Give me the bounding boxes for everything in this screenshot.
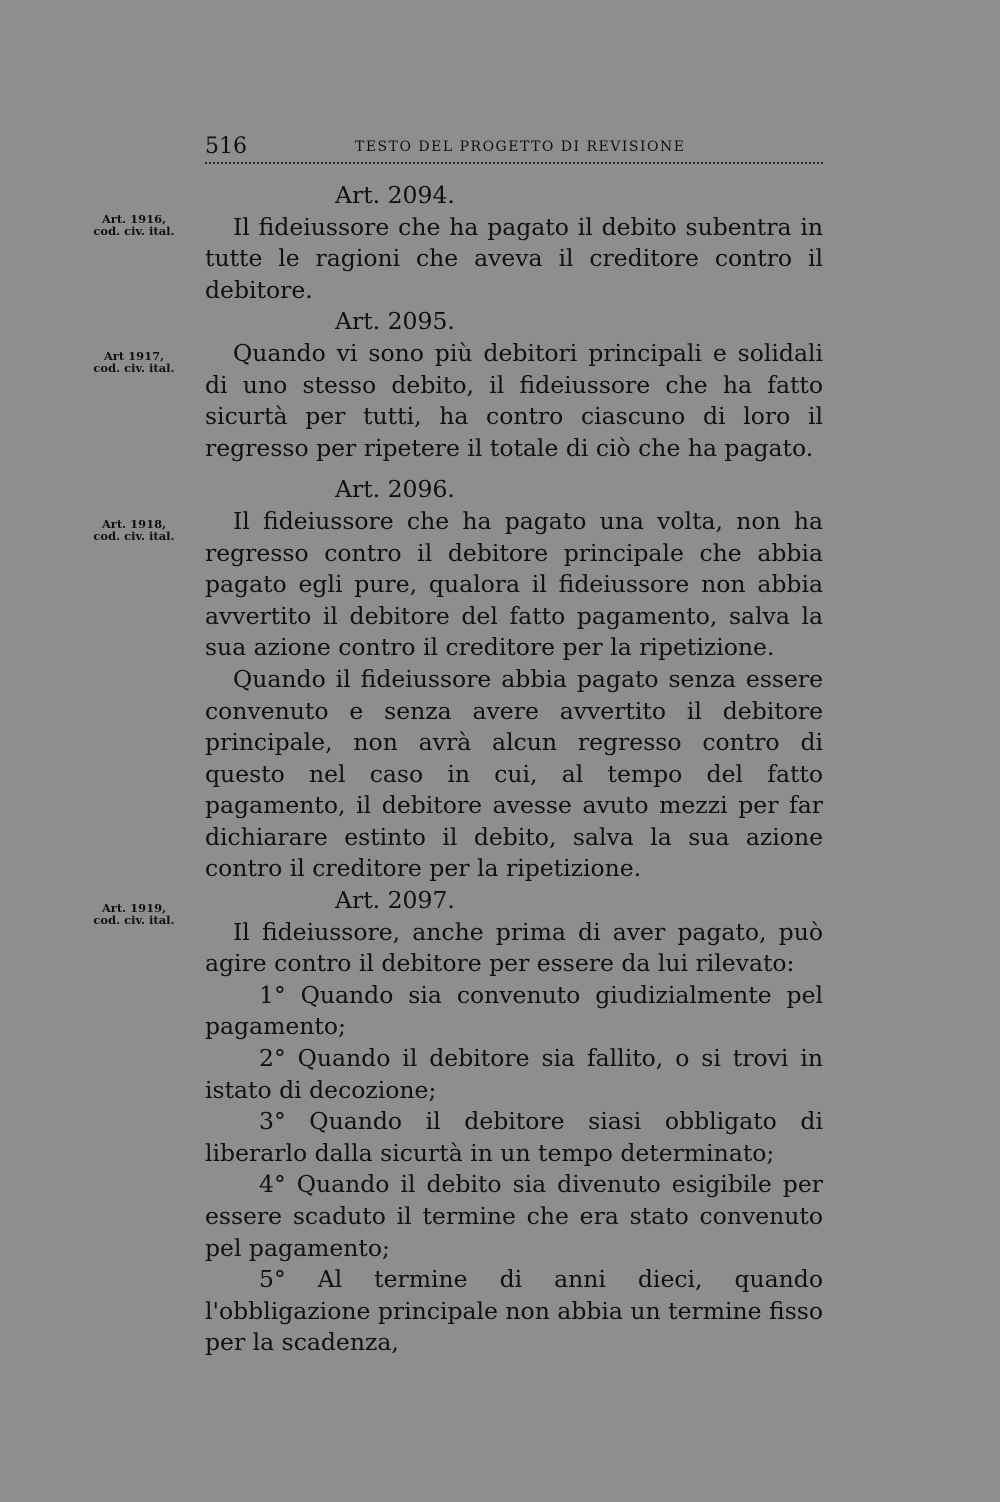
list-item: 5° Al termine di anni dieci, quando l'obbligazione principale non abbia un termine fisso per la scadenza,: [205, 1265, 823, 1357]
margin-note: [84, 902, 184, 926]
margin-note: [84, 518, 184, 542]
margin-note: [84, 213, 184, 237]
margin-note-article: Art 1917,: [103, 349, 165, 363]
margin-note: [84, 350, 184, 374]
list-item: 4° Quando il debito sia divenuto esigibile per essere scaduto il termine che era stato convenuto pel pagamento;: [205, 1170, 823, 1262]
list-item: 1° Quando sia convenuto giudizialmente pel pagamento;: [205, 980, 823, 1041]
article-paragraph: Il fideiussore che ha pagato una volta, non ha regresso contro il debitore principale che abbia pagato egli pure, qualora il fideiussore non abbia avvertito il debitore del fatto pagamento, salva la sua azione contro il creditore per la ripetizione.: [205, 506, 823, 662]
body-text: [205, 180, 823, 1359]
page-header: [205, 132, 823, 166]
margin-note-code: cod. civ. ital.: [93, 224, 175, 238]
margin-note-code: cod. civ. ital.: [93, 529, 175, 543]
article-heading: Art. 2096.: [335, 475, 455, 504]
article-paragraph: Il fideiussore che ha pagato il debito subentra in tutte le ragioni che aveva il creditore contro il debitore.: [205, 212, 823, 304]
article-paragraph: Il fideiussore, anche prima di aver pagato, può agire contro il debitore per essere da lui rilevato:: [205, 917, 823, 978]
article-heading: Art. 2095.: [335, 307, 455, 336]
margin-note-article: Art. 1919,: [101, 901, 167, 915]
header-rule: [205, 162, 823, 164]
margin-note-article: Art. 1918,: [101, 517, 167, 531]
running-title: TESTO DEL PROGETTO DI REVISIONE: [355, 139, 686, 155]
page-number: 516: [205, 134, 247, 159]
article-paragraph: Quando il fideiussore abbia pagato senza essere convenuto e senza avere avvertito il debitore principale, non avrà alcun regresso contro di questo nel caso in cui, al tempo del fatto pagamento, il debitore avesse avuto mezzi per far dichiarare estinto il debito, salva la sua azione contro il creditore per la ripetizione.: [205, 664, 823, 883]
article-heading: Art. 2097.: [335, 886, 455, 915]
margin-note-article: Art. 1916,: [101, 212, 167, 226]
article-heading: Art. 2094.: [335, 181, 455, 209]
margin-note-code: cod. civ. ital.: [93, 361, 175, 375]
list-item: 3° Quando il debitore siasi obbligato di liberarlo dalla sicurtà in un tempo determinato;: [205, 1107, 823, 1167]
article-paragraph: Quando vi sono più debitori principali e solidali di uno stesso debito, il fideiussore che ha fatto sicurtà per tutti, ha contro ciascuno di loro il regresso per ripetere il totale di ciò che ha pagato.: [205, 338, 823, 462]
margin-note-code: cod. civ. ital.: [93, 913, 175, 927]
list-item: 2° Quando il debitore sia fallito, o si trovi in istato di decozione;: [205, 1044, 823, 1104]
